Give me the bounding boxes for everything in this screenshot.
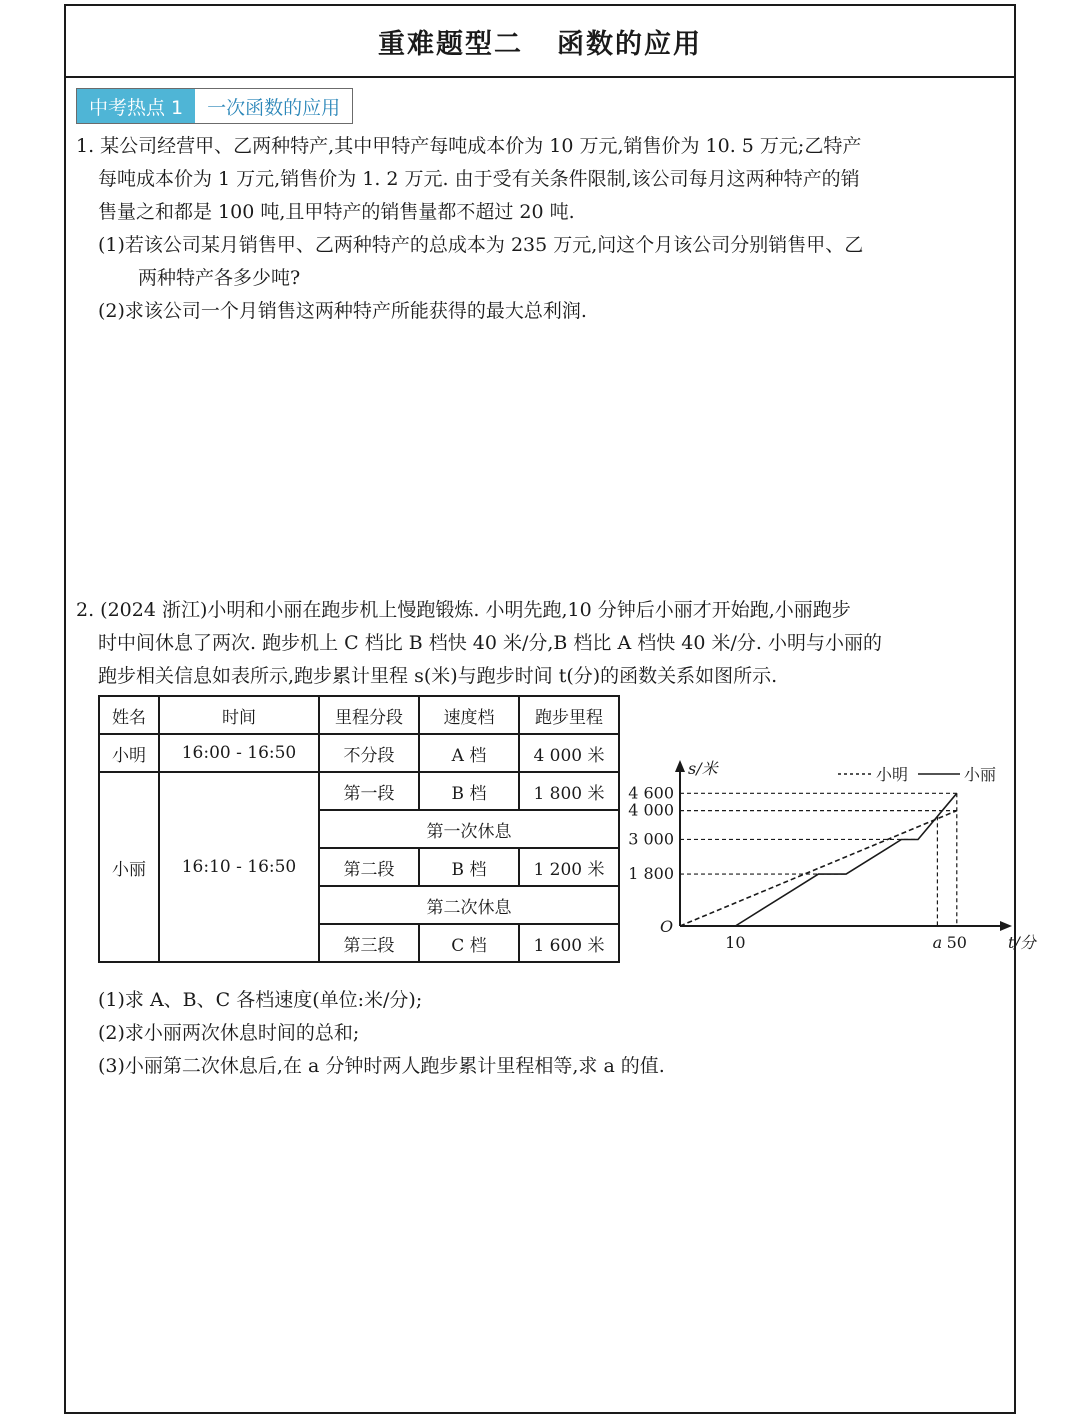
legend-label-xiaoming: 小明 <box>876 765 909 784</box>
title-part2: 函数的应用 <box>557 28 702 60</box>
xiaoming-name: 小明 <box>99 734 159 772</box>
legend-label-xiaoli: 小丽 <box>964 765 997 784</box>
origin-label: O <box>660 917 674 936</box>
section-tag-topic: 一次函数的应用 <box>195 89 352 123</box>
table-row <box>99 734 619 772</box>
xiaoli-seg3-distance: 1 600 米 <box>519 924 619 962</box>
xiaoli-name: 小丽 <box>99 772 159 962</box>
y-axis-label: s/米 <box>688 759 718 778</box>
title-bar <box>66 6 1014 78</box>
question-1 <box>76 130 1006 328</box>
series-line-xiaoli <box>735 793 956 926</box>
page-frame <box>64 4 1036 1414</box>
header-distance: 跑步里程 <box>519 696 619 734</box>
xiaoli-seg1-gear: B 档 <box>419 772 519 810</box>
xiaoli-time: 16:10 - 16:50 <box>159 772 319 962</box>
q1-line-1: 1. 某公司经营甲、乙两种特产,其中甲特产每吨成本价为 10 万元,销售价为 10. 5 万元;乙特产 <box>76 135 862 157</box>
xiaoming-gear: A 档 <box>419 734 519 772</box>
q2-line-1: 2. (2024 浙江)小明和小丽在跑步机上慢跑锻炼. 小明先跑,10 分钟后小丽才开始跑,小丽跑步 <box>76 599 851 621</box>
x-axis-arrow-icon <box>1000 921 1012 931</box>
table-row <box>99 772 619 810</box>
x-tick-label: 50 <box>946 933 967 952</box>
header-time: 时间 <box>159 696 319 734</box>
series-line-xiaoming <box>680 811 957 926</box>
q2-sub-1: (1)求 A、B、C 各档速度(单位:米/分); <box>98 989 423 1011</box>
header-segment: 里程分段 <box>319 696 419 734</box>
xiaoli-seg3-segment: 第三段 <box>319 924 419 962</box>
xiaoming-time: 16:00 - 16:50 <box>159 734 319 772</box>
distance-time-graph <box>614 744 1036 964</box>
section-tag-label: 中考热点 1 <box>77 89 195 123</box>
x-tick-label: a <box>932 933 943 952</box>
xiaoming-distance: 4 000 米 <box>519 734 619 772</box>
question-2 <box>76 594 882 693</box>
xiaoli-seg2-segment: 第二段 <box>319 848 419 886</box>
y-tick-label: 1 800 <box>628 864 674 884</box>
title-part1: 重难题型二 <box>378 28 523 60</box>
q2-sub-3: (3)小丽第二次休息后,在 a 分钟时两人跑步累计里程相等,求 a 的值. <box>98 1055 665 1077</box>
xiaoli-seg1-segment: 第一段 <box>319 772 419 810</box>
q1-part1-line-1: (1)若该公司某月销售甲、乙两种特产的总成本为 235 万元,问这个月该公司分别销售甲、乙 <box>98 234 864 256</box>
q1-part1-line-2: 两种特产各多少吨? <box>138 267 301 289</box>
xiaoli-rest2: 第二次休息 <box>319 886 619 924</box>
q1-line-3: 售量之和都是 100 吨,且甲特产的销售量都不超过 20 吨. <box>98 201 575 223</box>
header-name: 姓名 <box>99 696 159 734</box>
q2-line-3: 跑步相关信息如表所示,跑步累计里程 s(米)与跑步时间 t(分)的函数关系如图所示. <box>98 665 778 687</box>
y-tick-label: 4 600 <box>628 783 674 803</box>
question-2-subparts <box>98 984 665 1083</box>
x-tick-label: 10 <box>725 933 746 952</box>
xiaoli-seg3-gear: C 档 <box>419 924 519 962</box>
y-tick-label: 4 000 <box>628 800 674 820</box>
y-axis-arrow-icon <box>675 760 685 772</box>
xiaoming-segment: 不分段 <box>319 734 419 772</box>
xiaoli-seg2-gear: B 档 <box>419 848 519 886</box>
page-title <box>378 22 702 61</box>
y-tick-label: 3 000 <box>628 829 674 849</box>
xiaoli-seg2-distance: 1 200 米 <box>519 848 619 886</box>
header-gear: 速度档 <box>419 696 519 734</box>
q1-line-2: 每吨成本价为 1 万元,销售价为 1. 2 万元. 由于受有关条件限制,该公司每月这两种特产的销 <box>98 168 860 190</box>
xiaoli-seg1-distance: 1 800 米 <box>519 772 619 810</box>
section-tag <box>76 88 353 124</box>
q1-part2: (2)求该公司一个月销售这两种特产所能获得的最大总利润. <box>98 300 587 322</box>
q2-sub-2: (2)求小丽两次休息时间的总和; <box>98 1022 360 1044</box>
q2-line-2: 时中间休息了两次. 跑步机上 C 档比 B 档快 40 米/分,B 档比 A 档快 40 米/分. 小明与小丽的 <box>98 632 882 654</box>
running-info-table <box>98 695 620 963</box>
x-axis-label: t/分 <box>1008 933 1036 952</box>
xiaoli-rest1: 第一次休息 <box>319 810 619 848</box>
table-header-row <box>99 696 619 734</box>
